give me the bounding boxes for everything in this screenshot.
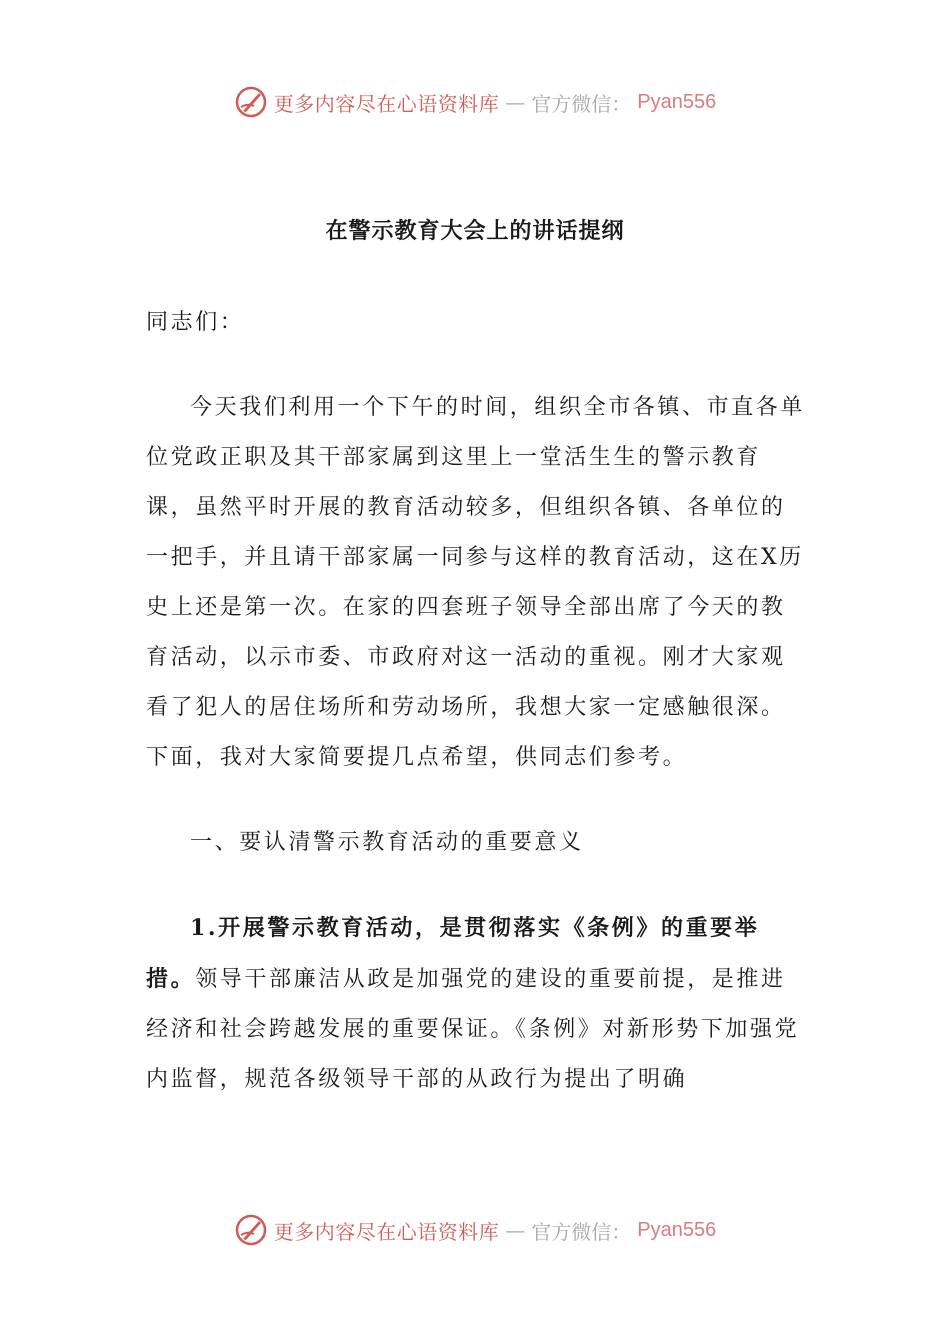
- watermark-site-name: 更多内容尽在心语资料库: [273, 91, 500, 116]
- watermark-wechat-id: Pyan556: [637, 90, 717, 113]
- greeting: 同志们：: [146, 310, 245, 335]
- watermark-wechat-label: 官方微信：: [531, 91, 632, 116]
- quill-logo-icon: [234, 85, 268, 119]
- document-body: [146, 298, 808, 1105]
- document-title: 在警示教育大会上的讲话提纲: [325, 218, 625, 244]
- point-1-body: 领导干部廉洁从政是加强党的建设的重要前提，是推进经济和社会跨越发展的重要保证。《条例》对新形势下加强党内监督，规范各级领导干部的从政行为提出了明确: [146, 967, 800, 1092]
- paragraph-point-1: [146, 903, 808, 1105]
- section-heading-1: 一、要认清警示教育活动的重要意义: [190, 830, 584, 855]
- watermark-dash: —: [505, 1218, 526, 1242]
- watermark-wechat-label: 官方微信：: [531, 1219, 632, 1244]
- point-1-lead: 1.开展警示教育活动，是贯彻落实《条例》的重要举措。: [146, 915, 760, 992]
- quill-logo-icon: [234, 1213, 268, 1247]
- paragraph-intro: 今天我们利用一个下午的时间，组织全市各镇、市直各单位党政正职及其干部家属到这里上一堂活生生的警示教育课，虽然平时开展的教育活动较多，但组织各镇、各单位的一把手，并且请干部家属一同参与这样的教育活动，这在X历史上还是第一次。在家的四套班子领导全部出席了今天的教育活动，以示市委、市政府对这一活动的重视。刚才大家观看了犯人的居住场所和劳动场所，我想大家一定感触很深。下面，我对大家简要提几点希望，供同志们参考。: [146, 395, 806, 770]
- watermark-site-name: 更多内容尽在心语资料库: [273, 1219, 500, 1244]
- watermark-banner-top: [0, 82, 950, 122]
- watermark-banner-bottom: [0, 1210, 950, 1250]
- watermark-wechat-id: Pyan556: [637, 1218, 717, 1241]
- watermark-dash: —: [505, 90, 526, 114]
